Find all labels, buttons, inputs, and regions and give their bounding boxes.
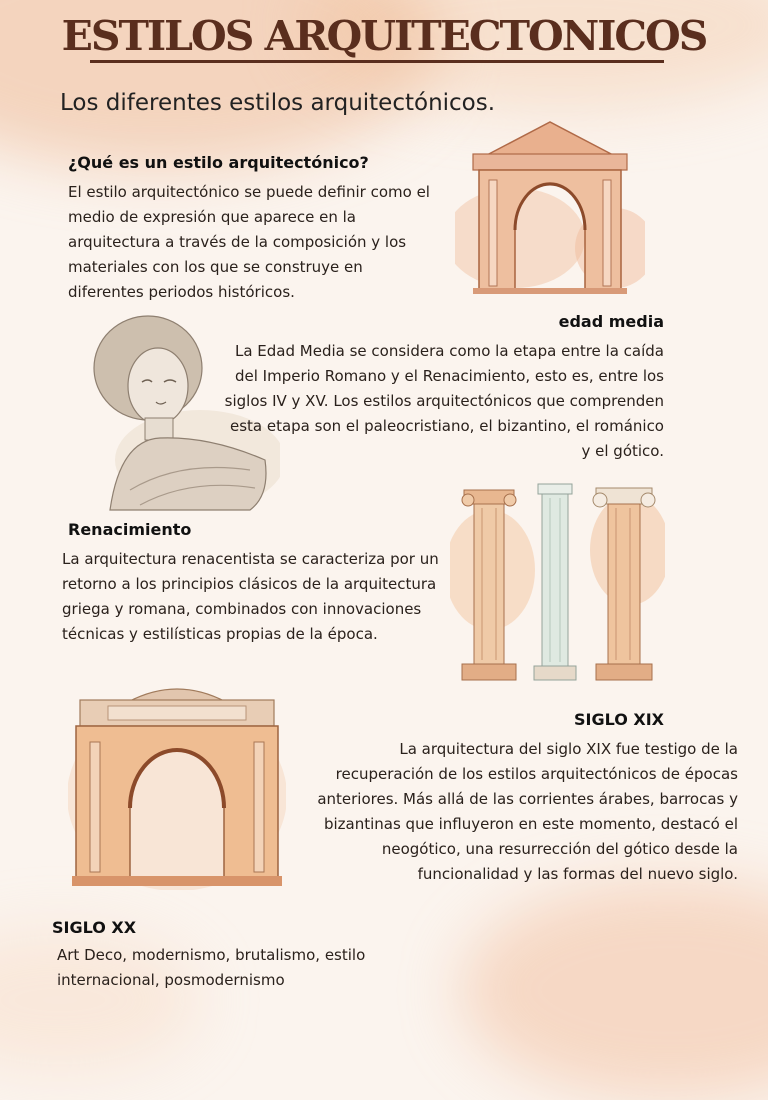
watercolor-triumphal-arch-icon [68, 676, 286, 890]
siglo-xix-heading: SIGLO XIX [573, 710, 664, 729]
siglo-xix-paragraph: La arquitectura del siglo XIX fue testigo de la recuperación de los estilos arquitectónicos de épocas anteriores. Más allá de las corrientes árabes, barrocas y bizantinas que influyeron en este momento, destacó el neogótico, una resurrección del gótico desde la funcionalidad y las formas del nuevo siglo. [317, 740, 738, 883]
edad-media-heading: edad media [558, 312, 664, 331]
title-underline [90, 60, 664, 63]
classical-columns-icon [450, 480, 665, 685]
edad-media-paragraph: La Edad Media se considera como la etapa entre la caída del Imperio Romano y el Renacimiento, esto es, entre los siglos IV y XV. Los estilos arquitectónicos que comprenden esta etapa son el paleocristiano, el bizantino, el románico y el gótico. [224, 342, 664, 460]
renacimiento-paragraph: La arquitectura renacentista se caracteriza por un retorno a los principios clásicos de la arquitectura griega y romana, combinados con innovaciones técnicas y estilísticas propias de la época. [62, 550, 439, 643]
watercolor-roman-arch-icon [455, 118, 645, 298]
renacimiento-heading: Renacimiento [68, 520, 192, 539]
siglo-xx-paragraph: Art Deco, modernismo, brutalismo, estilo internacional, posmodernismo [57, 946, 366, 989]
page-subtitle: Los diferentes estilos arquitectónicos. [60, 90, 496, 116]
page-title: ESTILOS ARQUITECTONICOS [61, 12, 707, 60]
watercolor-wash-bottom-right [460, 880, 768, 1100]
que-es-heading: ¿Qué es un estilo arquitectónico? [68, 153, 369, 172]
que-es-paragraph: El estilo arquitectónico se puede definir como el medio de expresión que aparece en la arquitectura a través de la composición y los materiales con los que se construye en diferentes periodos históricos. [68, 183, 430, 301]
siglo-xx-heading: SIGLO XX [52, 918, 137, 937]
